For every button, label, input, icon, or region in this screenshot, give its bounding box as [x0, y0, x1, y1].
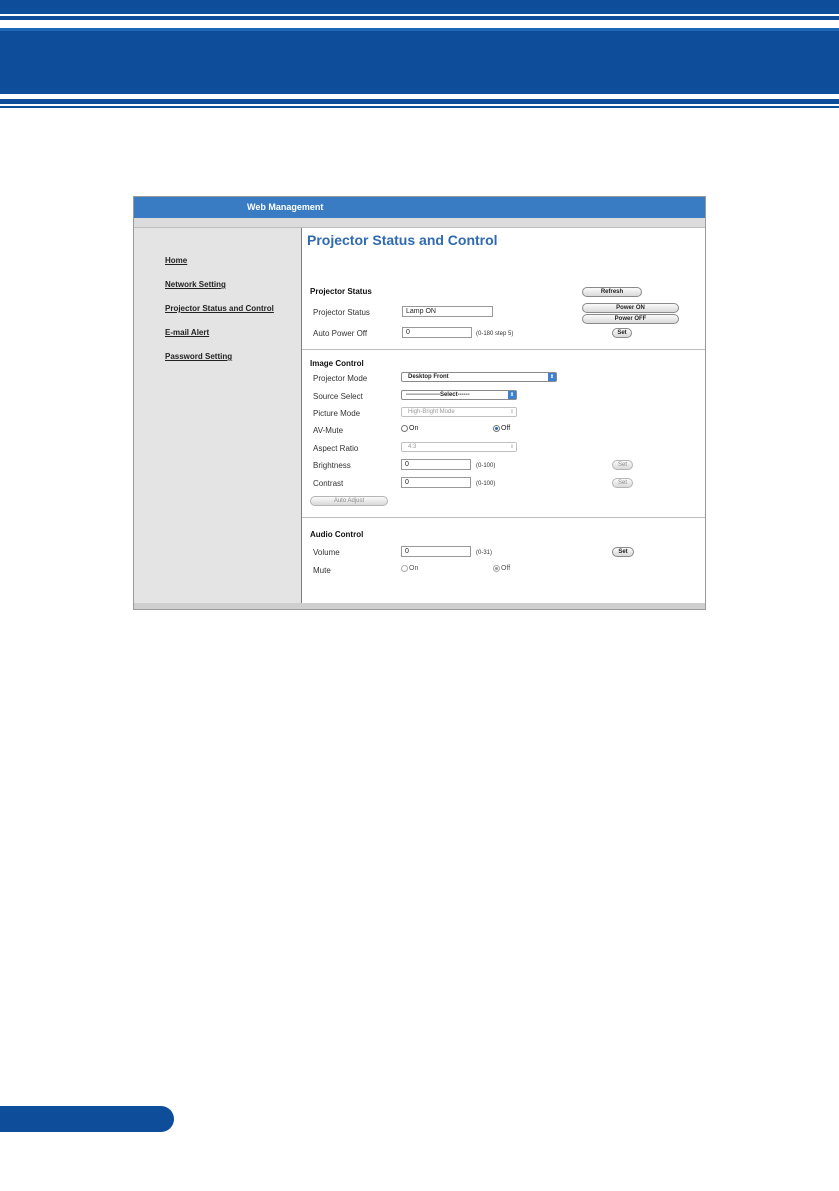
refresh-button[interactable]: Refresh	[582, 287, 642, 297]
auto-power-off-hint: (0-180 step 5)	[476, 331, 514, 337]
mute-label: Mute	[313, 566, 331, 575]
power-on-button[interactable]: Power ON	[582, 303, 679, 313]
auto-power-off-input[interactable]: 0	[402, 327, 472, 338]
section-divider	[302, 517, 706, 518]
power-off-button[interactable]: Power OFF	[582, 314, 679, 324]
page-header-stripe	[0, 16, 839, 20]
dropdown-arrow-icon: ⇕	[509, 444, 515, 450]
sidebar-item-password-setting[interactable]: Password Setting	[165, 352, 233, 361]
brightness-label: Brightness	[313, 461, 351, 470]
image-control-heading: Image Control	[310, 359, 364, 368]
contrast-label: Contrast	[313, 479, 344, 488]
aspect-ratio-select[interactable]	[401, 442, 517, 452]
volume-label: Volume	[313, 548, 340, 557]
projector-status-field: Lamp ON	[402, 306, 493, 317]
av-mute-on-radio[interactable]	[401, 425, 418, 432]
contrast-input[interactable]: 0	[401, 477, 471, 488]
sidebar-item-email-alert[interactable]: E-mail Alert	[165, 328, 210, 337]
brightness-hint: (0-100)	[476, 463, 496, 469]
brightness-set-button[interactable]: Set	[612, 460, 633, 470]
av-mute-off-label: Off	[501, 425, 511, 432]
title-bar	[134, 197, 705, 219]
page-title: Projector Status and Control	[307, 232, 498, 248]
toolbar-strip	[134, 218, 705, 228]
auto-power-off-set-button[interactable]: Set	[612, 328, 632, 338]
sidebar	[134, 228, 302, 603]
contrast-set-button[interactable]: Set	[612, 478, 633, 488]
radio-unchecked-icon	[401, 565, 408, 572]
mute-off-radio[interactable]	[493, 565, 510, 572]
audio-control-heading: Audio Control	[310, 530, 364, 539]
page-header-band	[0, 28, 839, 94]
volume-input[interactable]: 0	[401, 546, 471, 557]
av-mute-off-radio[interactable]	[493, 425, 510, 432]
volume-set-button[interactable]: Set	[612, 547, 634, 557]
radio-checked-icon	[493, 565, 500, 572]
brightness-input[interactable]: 0	[401, 459, 471, 470]
dropdown-arrow-icon: ⇕	[549, 374, 555, 380]
picture-mode-value: High-Bright Mode	[408, 409, 455, 415]
sidebar-item-projector-status[interactable]: Projector Status and Control	[165, 304, 274, 313]
projector-status-label: Projector Status	[313, 308, 370, 317]
projector-mode-label: Projector Mode	[313, 374, 368, 383]
radio-checked-icon	[493, 425, 500, 432]
page-header-bar	[0, 0, 839, 14]
mute-on-label: On	[409, 565, 419, 572]
sidebar-item-network-setting[interactable]: Network Setting	[165, 280, 226, 289]
sidebar-item-home[interactable]: Home	[165, 256, 188, 265]
auto-adjust-button[interactable]: Auto Adjust	[310, 496, 388, 506]
mute-on-radio[interactable]	[401, 565, 418, 572]
aspect-ratio-value: 4:3	[408, 444, 417, 450]
source-select-label: Source Select	[313, 392, 363, 401]
av-mute-label: AV-Mute	[313, 426, 344, 435]
auto-power-off-label: Auto Power Off	[313, 329, 368, 338]
picture-mode-select[interactable]	[401, 407, 517, 417]
page-header-stripe	[0, 106, 839, 108]
main-content	[302, 228, 706, 603]
projector-mode-select[interactable]	[401, 372, 557, 382]
av-mute-on-label: On	[409, 425, 419, 432]
radio-unchecked-icon	[401, 425, 408, 432]
volume-hint: (0-31)	[476, 550, 493, 556]
bottom-strip	[134, 603, 705, 610]
projector-status-heading: Projector Status	[310, 287, 372, 296]
mute-off-label: Off	[501, 565, 511, 572]
dropdown-arrow-icon: ⇕	[509, 392, 515, 398]
page-header-stripe	[0, 99, 839, 104]
dropdown-arrow-icon: ⇕	[509, 409, 515, 415]
aspect-ratio-label: Aspect Ratio	[313, 444, 359, 453]
window-title: Web Management	[247, 202, 324, 212]
contrast-hint: (0-100)	[476, 481, 496, 487]
web-management-screenshot	[133, 196, 706, 610]
section-divider	[302, 349, 706, 350]
source-select-value: -----------------Select------	[406, 392, 470, 398]
projector-mode-value: Desktop Front	[408, 374, 449, 380]
page-footer-tab	[0, 1106, 174, 1132]
source-select[interactable]	[401, 390, 517, 400]
picture-mode-label: Picture Mode	[313, 409, 361, 418]
